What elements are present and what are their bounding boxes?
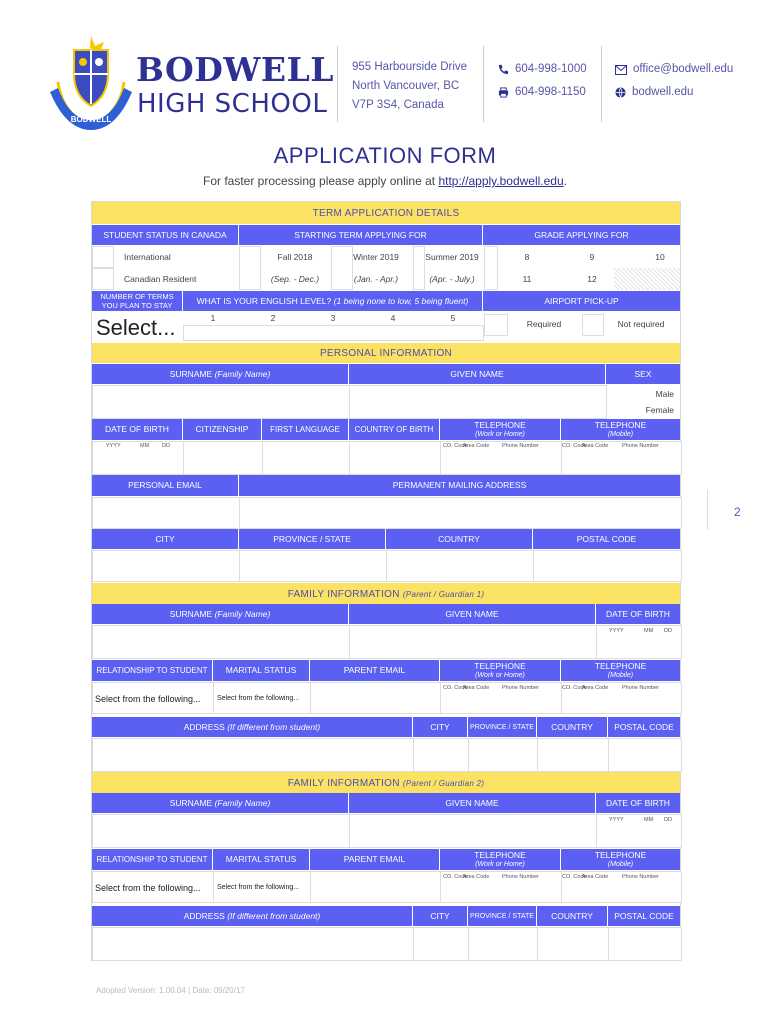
phone-contact xyxy=(498,60,587,79)
surname-header xyxy=(92,364,348,384)
family1-address-label: ADDRESS xyxy=(183,721,225,732)
dob-year: YYYY xyxy=(106,443,121,449)
family2-tel-work-area-code: Area Code xyxy=(463,874,490,880)
surname-input[interactable] xyxy=(92,385,350,419)
family1-tel-work-header xyxy=(440,660,560,681)
term-summer: Summer 2019 xyxy=(425,252,479,262)
citizenship-header: CITIZENSHIP xyxy=(183,419,261,440)
family2-tel-mobile-note: (Mobile) xyxy=(607,860,634,868)
grade-9[interactable]: 9 xyxy=(589,252,595,262)
tel-mobile-note: (Mobile) xyxy=(607,430,634,438)
sex-female[interactable]: Female xyxy=(645,405,674,415)
tel-mobile-area-code: Area Code xyxy=(582,443,609,449)
num-terms-select[interactable]: Select... xyxy=(96,315,176,340)
family1-tel-mobile-header xyxy=(561,660,680,681)
family1-tel-work-phone-number: Phone Number xyxy=(502,685,539,691)
family2-section-title: FAMILY INFORMATION xyxy=(287,778,400,789)
grade-10[interactable]: 10 xyxy=(655,252,665,262)
family2-province-header: PROVINCE / STATE xyxy=(468,906,536,926)
given-name-header: GIVEN NAME xyxy=(349,364,605,384)
family1-country-input[interactable] xyxy=(537,738,609,772)
fax-contact xyxy=(498,83,586,102)
num-terms-header: NUMBER OF TERMS YOU PLAN TO STAY xyxy=(92,291,182,311)
english-header-text: WHAT IS YOUR ENGLISH LEVEL? xyxy=(196,295,332,306)
family1-marital-header: MARITAL STATUS xyxy=(213,660,309,681)
family2-given-header: GIVEN NAME xyxy=(349,793,595,813)
family2-address-input[interactable] xyxy=(92,927,414,961)
tel-work-label: TELEPHONE xyxy=(474,419,526,430)
family2-tel-mobile-co-code: CO. Code xyxy=(562,874,587,880)
family2-tel-mobile-header xyxy=(561,849,680,870)
dob-day: DD xyxy=(162,443,170,449)
family2-tel-work-phone-number: Phone Number xyxy=(502,874,539,880)
grade-unavailable xyxy=(614,268,680,290)
family1-email-header: PARENT EMAIL xyxy=(310,660,439,681)
province-header: PROVINCE / STATE xyxy=(239,529,385,549)
apply-link[interactable]: http://apply.bodwell.edu xyxy=(438,174,564,188)
english-level-1[interactable]: 1 xyxy=(210,313,216,323)
family1-postal-header: POSTAL CODE xyxy=(608,717,680,737)
header-divider xyxy=(337,46,338,122)
family1-surname-header xyxy=(92,604,348,624)
family2-address-header xyxy=(92,906,412,926)
tel-work-header xyxy=(440,419,560,440)
grade-8[interactable]: 8 xyxy=(524,252,530,262)
airport-not-required: Not required xyxy=(617,319,665,329)
family2-province-input[interactable] xyxy=(468,927,538,961)
family2-relationship-header: RELATIONSHIP TO STUDENT xyxy=(92,849,212,870)
airport-header: AIRPORT PICK-UP xyxy=(483,291,680,311)
family1-tel-work-co-code: CO. Code xyxy=(443,685,468,691)
subtitle-suffix: . xyxy=(563,174,567,188)
family2-tel-mobile-phone-number: Phone Number xyxy=(622,874,659,880)
family1-section-header xyxy=(92,583,680,604)
english-level-boxes[interactable] xyxy=(183,325,484,341)
family1-surname-note: (Family Name) xyxy=(214,608,271,619)
tel-mobile-label: TELEPHONE xyxy=(594,419,647,430)
family1-relationship-header: RELATIONSHIP TO STUDENT xyxy=(92,660,212,681)
family1-province-header: PROVINCE / STATE xyxy=(468,717,536,737)
family1-address-input[interactable] xyxy=(92,738,414,772)
family1-postal-input[interactable] xyxy=(608,738,682,772)
version-footer: Adopted Version: 1.00.04 | Date: 09/20/17 xyxy=(96,986,245,995)
status-header: STUDENT STATUS IN CANADA xyxy=(92,225,238,245)
family2-tel-mobile-label: TELEPHONE xyxy=(594,849,647,860)
header-divider xyxy=(601,46,602,122)
english-header xyxy=(183,291,482,311)
family2-surname-input[interactable] xyxy=(92,814,350,848)
address-line1: 955 Harbourside Drive xyxy=(352,61,468,73)
family1-marital-select[interactable]: Select from the following... xyxy=(217,695,300,702)
printer-icon xyxy=(498,87,509,98)
status-resident-checkbox[interactable] xyxy=(92,268,114,290)
family1-tel-mobile-note: (Mobile) xyxy=(607,671,634,679)
school-logo xyxy=(36,34,336,134)
crest-text: BODWELL xyxy=(70,115,112,124)
term-winter: Winter 2019 xyxy=(353,252,399,262)
first-language-input[interactable] xyxy=(262,441,350,475)
family1-address-header xyxy=(92,717,412,737)
address-line2: North Vancouver, BC xyxy=(352,80,460,92)
status-international-checkbox[interactable] xyxy=(92,246,114,268)
tel-work-phone-number: Phone Number xyxy=(502,443,539,449)
country-input[interactable] xyxy=(386,550,534,582)
family2-section-note: (Parent / Guardian 2) xyxy=(402,779,485,788)
family2-tel-mobile-area-code: Area Code xyxy=(582,874,609,880)
family2-city-input[interactable] xyxy=(413,927,469,961)
sex-male[interactable]: Male xyxy=(655,389,674,399)
family1-city-header: CITY xyxy=(413,717,467,737)
family2-relationship-select[interactable]: Select from the following... xyxy=(95,883,201,893)
family2-postal-header: POSTAL CODE xyxy=(608,906,680,926)
mailing-address-header: PERMANENT MAILING ADDRESS xyxy=(239,475,680,496)
family2-tel-work-label: TELEPHONE xyxy=(474,849,526,860)
english-level-5[interactable]: 5 xyxy=(450,313,456,323)
airport-required-checkbox[interactable] xyxy=(484,314,508,336)
english-level-2[interactable]: 2 xyxy=(270,313,276,323)
school-address xyxy=(352,58,467,115)
tel-mobile-co-code: CO. Code xyxy=(562,443,587,449)
fax-number: 604-998-1150 xyxy=(515,86,586,98)
family1-tel-work-area-code: Area Code xyxy=(463,685,490,691)
grade-11[interactable]: 11 xyxy=(522,274,532,284)
page-number: 2 xyxy=(734,505,741,519)
airport-required: Required xyxy=(526,319,562,329)
school-name-line1: BODWELL xyxy=(136,50,334,89)
postal-input[interactable] xyxy=(533,550,682,582)
surname-note: (Family Name) xyxy=(214,368,271,379)
sex-header: SEX xyxy=(606,364,680,384)
family1-section-note: (Parent / Guardian 1) xyxy=(402,590,485,599)
tel-work-note: (Work or Home) xyxy=(475,430,525,438)
family1-section-title: FAMILY INFORMATION xyxy=(287,589,400,600)
grade-checkbox[interactable] xyxy=(484,246,498,290)
family1-given-input[interactable] xyxy=(349,625,597,659)
mail-icon xyxy=(615,65,627,75)
family2-tel-work-header xyxy=(440,849,560,870)
family2-address-note: (If different from student) xyxy=(227,910,321,921)
postal-header: POSTAL CODE xyxy=(533,529,680,549)
family1-province-input[interactable] xyxy=(468,738,538,772)
phone-icon xyxy=(498,64,509,75)
personal-email-input[interactable] xyxy=(92,497,240,529)
family2-postal-input[interactable] xyxy=(608,927,682,961)
family1-tel-mobile-phone-number: Phone Number xyxy=(622,685,659,691)
family2-surname-note: (Family Name) xyxy=(214,797,271,808)
family2-marital-header: MARITAL STATUS xyxy=(213,849,309,870)
grade-12[interactable]: 12 xyxy=(587,274,597,284)
grade-header: GRADE APPLYING FOR xyxy=(483,225,680,245)
english-level-4[interactable]: 4 xyxy=(390,313,396,323)
country-birth-header: COUNTRY OF BIRTH xyxy=(349,419,439,440)
status-resident: Canadian Resident xyxy=(124,274,197,284)
dob-month: MM xyxy=(140,443,150,449)
personal-email-header: PERSONAL EMAIL xyxy=(92,475,238,496)
page-number-divider xyxy=(707,490,708,530)
page-title: APPLICATION FORM xyxy=(273,143,497,168)
family2-city-header: CITY xyxy=(413,906,467,926)
subtitle-text: For faster processing please apply online at xyxy=(202,174,439,188)
country-birth-input[interactable] xyxy=(349,441,441,475)
citizenship-input[interactable] xyxy=(183,441,263,475)
crest-icon xyxy=(36,34,146,134)
header-divider xyxy=(483,46,484,122)
family1-surname-label: SURNAME xyxy=(169,608,213,619)
family1-tel-work-label: TELEPHONE xyxy=(474,660,526,671)
province-input[interactable] xyxy=(239,550,387,582)
term-header: STARTING TERM APPLYING FOR xyxy=(239,225,482,245)
status-international: International xyxy=(124,252,171,262)
address-line3: V7P 3S4, Canada xyxy=(352,99,444,111)
term-winter-range: (Jan. - Apr.) xyxy=(353,274,399,284)
school-name-line2: HIGH SCHOOL xyxy=(137,89,328,119)
term-summer-range: (Apr. - July.) xyxy=(429,274,475,284)
family2-email-input[interactable] xyxy=(310,871,441,903)
family2-dob-month: MM xyxy=(644,817,654,823)
page-subtitle xyxy=(0,174,770,188)
tel-work-co-code: CO. Code xyxy=(443,443,468,449)
family1-tel-mobile-area-code: Area Code xyxy=(582,685,609,691)
family1-tel-work-note: (Work or Home) xyxy=(475,671,525,679)
family1-dob-day: DD xyxy=(664,628,672,634)
family2-surname-label: SURNAME xyxy=(169,797,213,808)
country-header: COUNTRY xyxy=(386,529,532,549)
family1-email-input[interactable] xyxy=(310,682,441,714)
family1-given-header: GIVEN NAME xyxy=(349,604,595,624)
tel-mobile-phone-number: Phone Number xyxy=(622,443,659,449)
website-contact[interactable] xyxy=(615,83,693,102)
term-section-header: TERM APPLICATION DETAILS xyxy=(92,202,680,224)
english-header-note: (1 being none to low, 5 being fluent) xyxy=(333,295,469,306)
family2-country-header: COUNTRY xyxy=(537,906,607,926)
family2-email-header: PARENT EMAIL xyxy=(310,849,439,870)
term-fall-checkbox[interactable] xyxy=(239,246,261,290)
application-form xyxy=(91,201,681,961)
city-input[interactable] xyxy=(92,550,240,582)
family1-relationship-select[interactable]: Select from the following... xyxy=(95,694,201,704)
family2-given-input[interactable] xyxy=(349,814,597,848)
personal-section-header: PERSONAL INFORMATION xyxy=(92,343,680,363)
family1-country-header: COUNTRY xyxy=(537,717,607,737)
family2-tel-work-note: (Work or Home) xyxy=(475,860,525,868)
tel-mobile-header xyxy=(561,419,680,440)
family2-marital-select[interactable]: Select from the following... xyxy=(217,884,300,891)
family2-dob-year: YYYY xyxy=(609,817,624,823)
family1-tel-mobile-label: TELEPHONE xyxy=(594,660,647,671)
family1-dob-year: YYYY xyxy=(609,628,624,634)
family1-tel-mobile-co-code: CO. Code xyxy=(562,685,587,691)
globe-icon xyxy=(615,87,626,98)
family2-dob-day: DD xyxy=(664,817,672,823)
airport-not-required-checkbox[interactable] xyxy=(582,314,604,336)
email-address[interactable]: office@bodwell.edu xyxy=(633,63,734,75)
family1-city-input[interactable] xyxy=(413,738,469,772)
email-contact[interactable] xyxy=(615,60,733,79)
surname-label: SURNAME xyxy=(169,368,213,379)
phone-number: 604-998-1000 xyxy=(515,63,587,75)
family2-address-label: ADDRESS xyxy=(183,910,225,921)
family2-country-input[interactable] xyxy=(537,927,609,961)
website-link[interactable]: bodwell.edu xyxy=(632,86,694,98)
city-header: CITY xyxy=(92,529,238,549)
term-fall-range: (Sep. - Dec.) xyxy=(270,274,320,284)
family2-section-header xyxy=(92,772,680,793)
family1-address-note: (If different from student) xyxy=(227,721,321,732)
term-fall: Fall 2018 xyxy=(277,252,313,262)
family2-surname-header xyxy=(92,793,348,813)
family1-dob-header: DATE OF BIRTH xyxy=(596,604,680,624)
dob-header: DATE OF BIRTH xyxy=(92,419,182,440)
english-level-3[interactable]: 3 xyxy=(330,313,336,323)
family2-tel-work-co-code: CO. Code xyxy=(443,874,468,880)
family2-dob-header: DATE OF BIRTH xyxy=(596,793,680,813)
family1-dob-month: MM xyxy=(644,628,654,634)
family1-surname-input[interactable] xyxy=(92,625,350,659)
given-name-input[interactable] xyxy=(349,385,607,419)
first-language-header: FIRST LANGUAGE xyxy=(262,419,348,440)
mailing-address-input[interactable] xyxy=(239,497,682,529)
tel-work-area-code: Area Code xyxy=(463,443,490,449)
